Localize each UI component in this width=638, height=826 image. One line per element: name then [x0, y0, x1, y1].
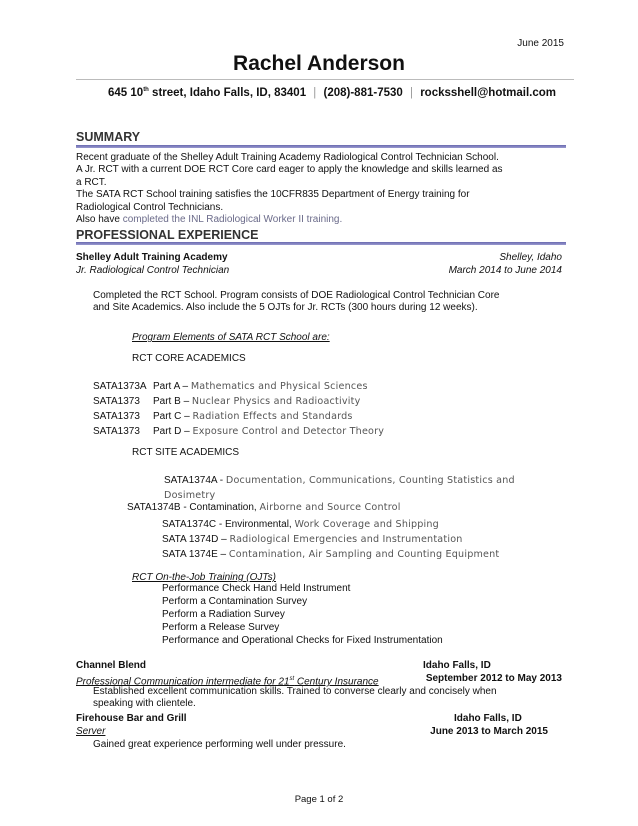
ojt-item: Perform a Contamination Survey: [162, 596, 308, 608]
page-number: Page 1 of 2: [294, 794, 344, 805]
site-item-c: SATA1374C - Environmental, Work Coverage and Shipping: [162, 519, 439, 530]
core-item: SATA1373 Part B – Nuclear Physics and Radioactivity: [93, 396, 361, 407]
ojt-heading: RCT On-the-Job Training (OJTs): [132, 572, 276, 583]
site-item-e: SATA 1374E – Contamination, Air Sampling and Counting Equipment: [162, 549, 500, 560]
core-item: SATA1373 Part C – Radiation Effects and Standards: [93, 411, 353, 422]
address: 645 10th street, Idaho Falls, ID, 83401: [108, 87, 307, 99]
summary-line: The SATA RCT School training satisfies the 10CFR835 Department of Energy training for: [76, 189, 470, 201]
summary-heading: SUMMARY: [76, 130, 141, 144]
experience-heading: PROFESSIONAL EXPERIENCE: [76, 228, 259, 242]
job3-description: Gained great experience performing well under pressure.: [93, 739, 346, 750]
ojt-list: [162, 582, 443, 647]
summary-line: Recent graduate of the Shelley Adult Training Academy Radiological Control Technician School.: [76, 152, 499, 163]
site-academics-heading: RCT SITE ACADEMICS: [132, 447, 240, 458]
summary-text: [76, 152, 503, 226]
ojt-item: Perform a Radiation Survey: [162, 609, 285, 621]
site-items-cde: [162, 517, 499, 562]
header-divider: [76, 79, 574, 80]
job1-dates: March 2014 to June 2014: [448, 265, 562, 276]
document-date: June 2015: [517, 38, 564, 49]
candidate-name: Rachel Anderson: [233, 52, 405, 75]
job1-company: Shelley Adult Training Academy: [76, 252, 228, 263]
site-item-a: SATA1374A - Documentation, Communications, Counting Statistics and Dosimetry: [164, 475, 515, 501]
site-item-d: SATA 1374D – Radiological Emergencies and Instrumentation: [162, 534, 463, 545]
job2-description: Established excellent communication skills. Trained to converse clearly and concisely when speaking with clientele.: [93, 686, 497, 710]
core-item: SATA1373 Part D – Exposure Control and Detector Theory: [93, 426, 385, 437]
ojt-item: Performance and Operational Checks for Fixed Instrumentation: [162, 635, 443, 647]
site-item-b: SATA1374B - Contamination, Airborne and Source Control: [127, 502, 401, 513]
summary-line-also: Also have completed the INL Radiological Worker II training.: [76, 214, 343, 226]
core-academics-list: [93, 379, 384, 439]
job2-company: Channel Blend: [76, 660, 147, 671]
job2-dates: September 2012 to May 2013: [425, 673, 562, 684]
job3-title: Server: [76, 726, 106, 737]
separator: |: [313, 87, 317, 99]
job3-company: Firehouse Bar and Grill: [76, 713, 187, 724]
contact-line: [108, 87, 556, 99]
email: rocksshell@hotmail.com: [420, 87, 557, 99]
summary-line: A Jr. RCT with a current DOE RCT Core card eager to apply the knowledge and skills learned as: [76, 164, 503, 176]
core-item: SATA1373A Part A – Mathematics and Physical Sciences: [93, 381, 368, 392]
program-elements-heading: Program Elements of SATA RCT School are:: [132, 332, 330, 343]
experience-divider: [76, 242, 566, 245]
summary-line: Radiological Control Technicians.: [76, 201, 224, 213]
job2-title: Professional Communication intermediate for 21st Century Insurance: [76, 676, 379, 688]
summary-line: a RCT.: [76, 176, 107, 188]
job1-title: Jr. Radiological Control Technician: [76, 265, 230, 276]
phone: (208)-881-7530: [323, 87, 403, 99]
job3-dates: June 2013 to March 2015: [430, 726, 548, 737]
separator: |: [409, 87, 413, 99]
job1-description: Completed the RCT School. Program consists of DOE Radiological Control Technician Core and Site Academics. Also include the 5 OJTs for Jr. RCTs (300 hours during 12 weeks).: [93, 290, 500, 314]
ojt-item: Performance Check Hand Held Instrument: [162, 583, 351, 594]
summary-divider: [76, 145, 566, 148]
job1-location: Shelley, Idaho: [499, 252, 562, 263]
ojt-item: Perform a Release Survey: [162, 622, 280, 634]
job3-location: Idaho Falls, ID: [454, 713, 522, 724]
core-academics-heading: RCT CORE ACADEMICS: [132, 353, 246, 364]
job2-location: Idaho Falls, ID: [423, 660, 491, 671]
